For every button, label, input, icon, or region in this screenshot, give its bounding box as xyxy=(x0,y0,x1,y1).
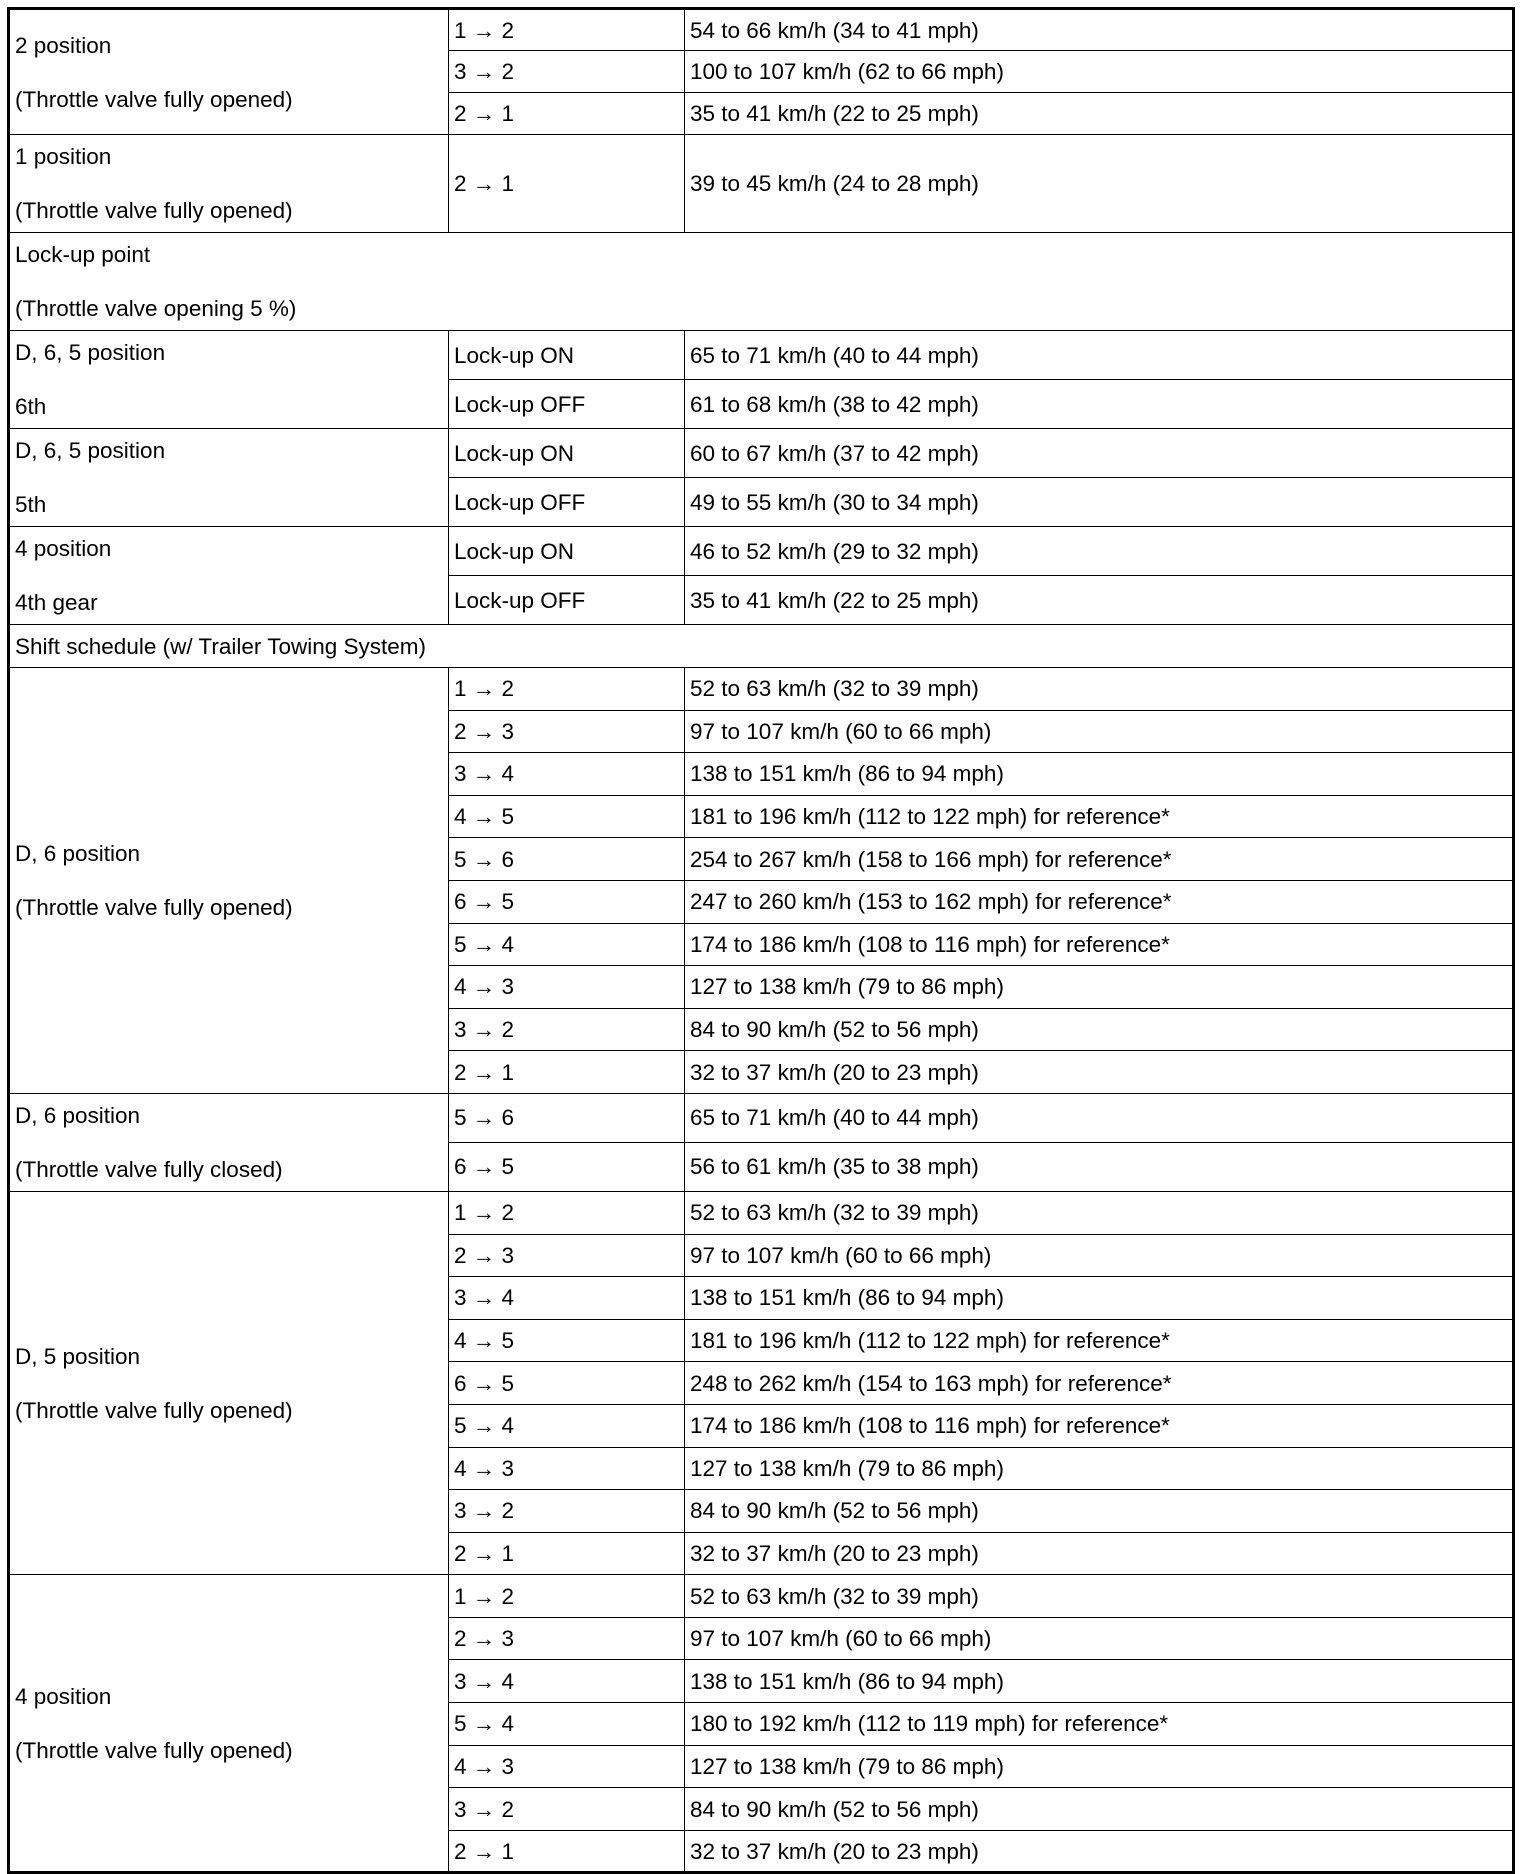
speed-cell: 84 to 90 km/h (52 to 56 mph) xyxy=(685,1490,1514,1533)
condition-sublabel: 5th xyxy=(15,492,47,517)
speed-cell: 138 to 151 km/h (86 to 94 mph) xyxy=(685,1277,1514,1320)
shift-cell: 2 → 1 xyxy=(449,1830,685,1873)
shift-cell: 5 → 4 xyxy=(449,1404,685,1447)
speed-cell: 52 to 63 km/h (32 to 39 mph) xyxy=(685,1575,1514,1618)
condition-sublabel: (Throttle valve fully opened) xyxy=(15,1397,293,1423)
condition-cell xyxy=(9,135,449,233)
shift-cell: 5 → 4 xyxy=(449,1703,685,1746)
condition-cell xyxy=(9,1575,449,1873)
shift-cell: 5 → 6 xyxy=(449,838,685,881)
speed-cell: 54 to 66 km/h (34 to 41 mph) xyxy=(685,9,1514,51)
shift-cell: 2 → 3 xyxy=(449,710,685,753)
speed-cell: 84 to 90 km/h (52 to 56 mph) xyxy=(685,1008,1514,1051)
section-title: Shift schedule (w/ Trailer Towing System) xyxy=(9,625,1514,668)
speed-cell: 181 to 196 km/h (112 to 122 mph) for reference* xyxy=(685,1319,1514,1362)
shift-cell: 6 → 5 xyxy=(449,1142,685,1191)
speed-cell: 127 to 138 km/h (79 to 86 mph) xyxy=(685,1447,1514,1490)
speed-cell: 100 to 107 km/h (62 to 66 mph) xyxy=(685,51,1514,93)
speed-cell: 65 to 71 km/h (40 to 44 mph) xyxy=(685,331,1514,380)
shift-cell: 4 → 3 xyxy=(449,1745,685,1788)
condition-sublabel: (Throttle valve fully opened) xyxy=(15,198,293,223)
shift-cell: 4 → 5 xyxy=(449,795,685,838)
speed-cell: 97 to 107 km/h (60 to 66 mph) xyxy=(685,1617,1514,1660)
section-cell xyxy=(9,233,1514,331)
shift-cell: 2 → 3 xyxy=(449,1234,685,1277)
shift-cell: Lock-up OFF xyxy=(449,380,685,429)
table-row xyxy=(9,429,1514,478)
condition-cell xyxy=(9,527,449,625)
speed-cell: 52 to 63 km/h (32 to 39 mph) xyxy=(685,1191,1514,1234)
shift-cell: 4 → 3 xyxy=(449,1447,685,1490)
speed-cell: 56 to 61 km/h (35 to 38 mph) xyxy=(685,1142,1514,1191)
shift-cell: 3 → 2 xyxy=(449,1490,685,1533)
speed-cell: 180 to 192 km/h (112 to 119 mph) for reference* xyxy=(685,1703,1514,1746)
shift-cell: 3 → 2 xyxy=(449,1788,685,1831)
speed-cell: 97 to 107 km/h (60 to 66 mph) xyxy=(685,1234,1514,1277)
speed-cell: 254 to 267 km/h (158 to 166 mph) for reference* xyxy=(685,838,1514,881)
speed-cell: 39 to 45 km/h (24 to 28 mph) xyxy=(685,135,1514,233)
condition-label: 4 position xyxy=(15,1683,112,1709)
condition-label: 4 position xyxy=(15,536,112,561)
table-row xyxy=(9,9,1514,51)
condition-sublabel: (Throttle valve fully closed) xyxy=(15,1156,283,1182)
shift-cell: 6 → 5 xyxy=(449,1362,685,1405)
speed-cell: 52 to 63 km/h (32 to 39 mph) xyxy=(685,668,1514,711)
speed-cell: 60 to 67 km/h (37 to 42 mph) xyxy=(685,429,1514,478)
condition-label: D, 6 position xyxy=(15,840,141,866)
table-row xyxy=(9,668,1514,711)
speed-cell: 174 to 186 km/h (108 to 116 mph) for reference* xyxy=(685,1404,1514,1447)
shift-cell: 6 → 5 xyxy=(449,880,685,923)
speed-cell: 32 to 37 km/h (20 to 23 mph) xyxy=(685,1830,1514,1873)
section-row xyxy=(9,233,1514,331)
shift-cell: 1 → 2 xyxy=(449,668,685,711)
table-row xyxy=(9,1093,1514,1142)
section-title-row xyxy=(9,625,1514,668)
speed-cell: 127 to 138 km/h (79 to 86 mph) xyxy=(685,966,1514,1009)
condition-sublabel: 4th gear xyxy=(15,590,98,615)
condition-sublabel: (Throttle valve fully opened) xyxy=(15,1737,293,1763)
shift-cell: 2 → 1 xyxy=(449,93,685,135)
table-row xyxy=(9,135,1514,233)
shift-cell: 3 → 2 xyxy=(449,51,685,93)
shift-cell: 3 → 4 xyxy=(449,1660,685,1703)
shift-cell: Lock-up ON xyxy=(449,527,685,576)
shift-cell: 2 → 1 xyxy=(449,135,685,233)
shift-cell: 5 → 6 xyxy=(449,1093,685,1142)
speed-cell: 32 to 37 km/h (20 to 23 mph) xyxy=(685,1051,1514,1094)
speed-cell: 181 to 196 km/h (112 to 122 mph) for reference* xyxy=(685,795,1514,838)
speed-cell: 65 to 71 km/h (40 to 44 mph) xyxy=(685,1093,1514,1142)
shift-cell: Lock-up OFF xyxy=(449,576,685,625)
speed-cell: 35 to 41 km/h (22 to 25 mph) xyxy=(685,93,1514,135)
shift-cell: 2 → 1 xyxy=(449,1051,685,1094)
table-row xyxy=(9,331,1514,380)
condition-label: 2 position xyxy=(15,32,112,58)
condition-cell xyxy=(9,1191,449,1574)
condition-label: D, 5 position xyxy=(15,1343,141,1369)
speed-cell: 61 to 68 km/h (38 to 42 mph) xyxy=(685,380,1514,429)
table-body xyxy=(9,9,1514,1873)
table-row xyxy=(9,1575,1514,1618)
shift-cell: Lock-up ON xyxy=(449,429,685,478)
shift-cell: 4 → 3 xyxy=(449,966,685,1009)
table-row xyxy=(9,527,1514,576)
shift-cell: 2 → 3 xyxy=(449,1617,685,1660)
shift-cell: 4 → 5 xyxy=(449,1319,685,1362)
shift-schedule-table xyxy=(7,7,1515,1874)
shift-cell: Lock-up ON xyxy=(449,331,685,380)
shift-cell: 2 → 1 xyxy=(449,1532,685,1575)
section-sublabel: (Throttle valve opening 5 %) xyxy=(15,296,297,321)
speed-cell: 32 to 37 km/h (20 to 23 mph) xyxy=(685,1532,1514,1575)
condition-sublabel: 6th xyxy=(15,394,47,419)
section-label: Lock-up point xyxy=(15,242,151,267)
table-row xyxy=(9,1191,1514,1234)
condition-label: D, 6, 5 position xyxy=(15,438,166,463)
shift-cell: 3 → 2 xyxy=(449,1008,685,1051)
shift-cell: Lock-up OFF xyxy=(449,478,685,527)
speed-cell: 84 to 90 km/h (52 to 56 mph) xyxy=(685,1788,1514,1831)
condition-sublabel: (Throttle valve fully opened) xyxy=(15,86,293,112)
speed-cell: 138 to 151 km/h (86 to 94 mph) xyxy=(685,753,1514,796)
condition-cell xyxy=(9,1093,449,1191)
shift-cell: 1 → 2 xyxy=(449,1575,685,1618)
speed-cell: 97 to 107 km/h (60 to 66 mph) xyxy=(685,710,1514,753)
condition-label: D, 6, 5 position xyxy=(15,340,166,365)
speed-cell: 46 to 52 km/h (29 to 32 mph) xyxy=(685,527,1514,576)
speed-cell: 247 to 260 km/h (153 to 162 mph) for reference* xyxy=(685,880,1514,923)
shift-cell: 3 → 4 xyxy=(449,1277,685,1320)
shift-cell: 1 → 2 xyxy=(449,1191,685,1234)
condition-sublabel: (Throttle valve fully opened) xyxy=(15,894,293,920)
shift-cell: 5 → 4 xyxy=(449,923,685,966)
speed-cell: 127 to 138 km/h (79 to 86 mph) xyxy=(685,1745,1514,1788)
speed-cell: 138 to 151 km/h (86 to 94 mph) xyxy=(685,1660,1514,1703)
condition-label: D, 6 position xyxy=(15,1102,141,1128)
condition-cell xyxy=(9,668,449,1094)
speed-cell: 49 to 55 km/h (30 to 34 mph) xyxy=(685,478,1514,527)
condition-label: 1 position xyxy=(15,144,112,169)
shift-cell: 3 → 4 xyxy=(449,753,685,796)
shift-cell: 1 → 2 xyxy=(449,9,685,51)
speed-cell: 174 to 186 km/h (108 to 116 mph) for reference* xyxy=(685,923,1514,966)
condition-cell xyxy=(9,429,449,527)
condition-cell xyxy=(9,331,449,429)
condition-cell xyxy=(9,9,449,135)
speed-cell: 248 to 262 km/h (154 to 163 mph) for reference* xyxy=(685,1362,1514,1405)
speed-cell: 35 to 41 km/h (22 to 25 mph) xyxy=(685,576,1514,625)
